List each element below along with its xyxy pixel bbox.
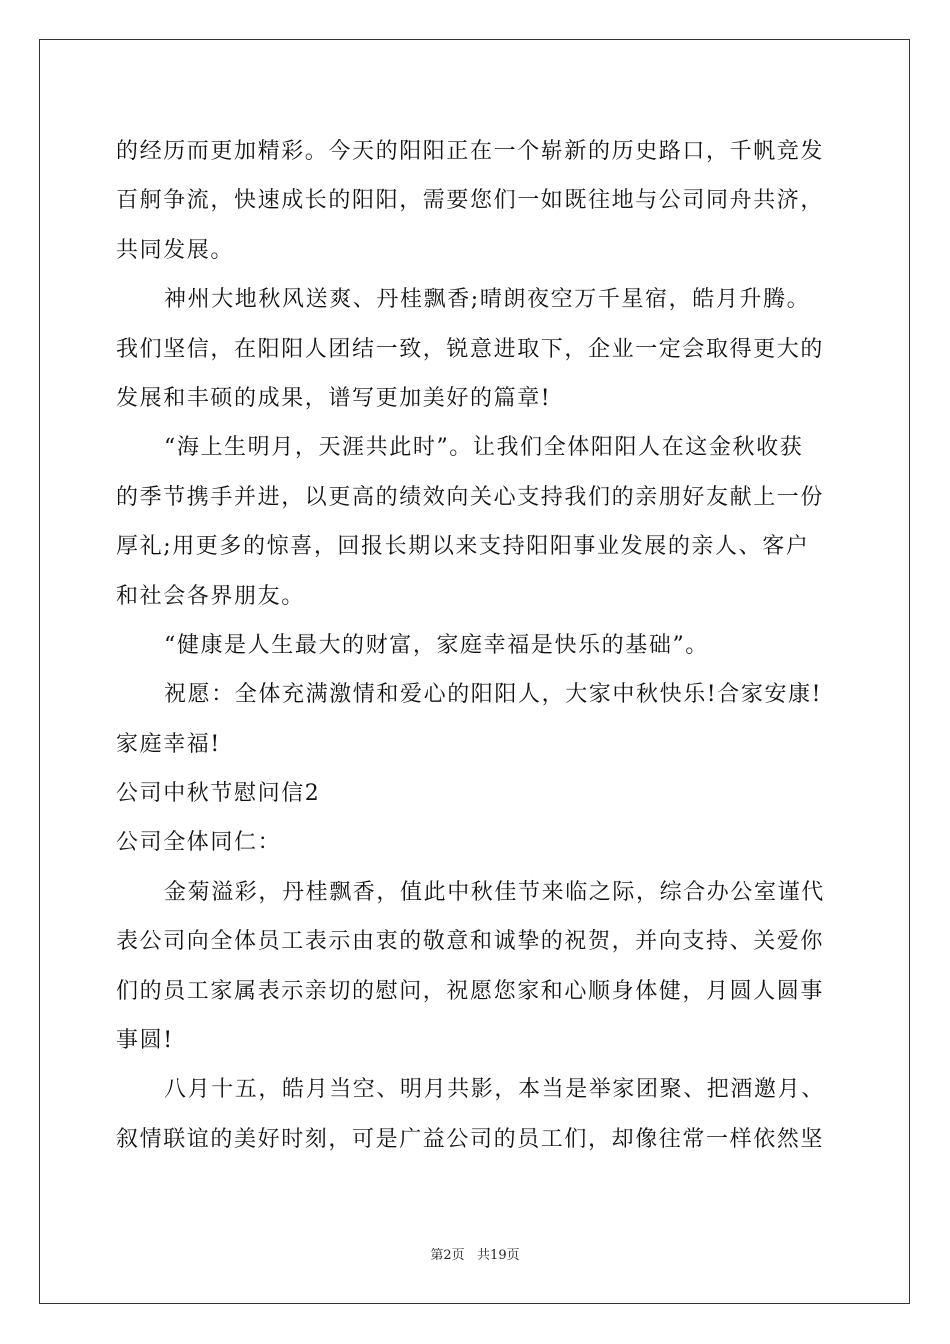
paragraph-start-line: “健康是人生最大的财富，家庭幸福是快乐的基础”。 — [164, 632, 709, 658]
text-line: 百舸争流，快速成长的阳阳，需要您们一如既往地与公司同舟共济， — [116, 188, 825, 214]
paragraph-start-line: 金菊溢彩，丹桂飘香，值此中秋佳节来临之际，综合办公室谨代 — [164, 879, 825, 905]
paragraph-start-line: 神州大地秋风送爽、丹桂飘香;晴朗夜空万千星宿，皓月升腾。 — [164, 287, 811, 313]
text-line: 表公司向全体员工表示由衷的敬意和诚挚的祝贺，并向支持、关爱你 — [116, 929, 825, 955]
text-line: 共同发展。 — [116, 237, 235, 263]
text-line: 叙情联谊的美好时刻，可是广益公司的员工们，却像往常一样依然坚 — [116, 1126, 825, 1152]
text-line: 发展和丰硕的成果，谱写更加美好的篇章! — [116, 385, 552, 411]
text-line: 厚礼;用更多的惊喜，回报长期以来支持阳阳事业发展的亲人、客户 — [116, 534, 810, 560]
section-title: 公司中秋节慰问信2 — [116, 781, 321, 807]
text-line: 的季节携手并进，以更高的绩效向关心支持我们的亲朋好友献上一份 — [116, 484, 825, 510]
paragraph-start-line: 祝愿：全体充满激情和爱心的阳阳人，大家中秋快乐!合家安康! — [164, 682, 823, 708]
text-line: 和社会各界朋友。 — [116, 583, 305, 609]
salutation: 公司全体同仁： — [116, 830, 282, 856]
page-number-footer: 第2页 共19页 — [430, 1248, 520, 1263]
text-line: 我们坚信，在阳阳人团结一致，锐意进取下，企业一定会取得更大的 — [116, 336, 825, 362]
text-line: 家庭幸福! — [116, 731, 221, 757]
text-line: 的经历而更加精彩。今天的阳阳正在一个崭新的历史路口，千帆竞发 — [116, 139, 825, 164]
paragraph-start-line: “海上生明月，天涯共此时”。让我们全体阳阳人在这金秋收获 — [164, 435, 804, 461]
text-line: 们的员工家属表示亲切的慰问，祝愿您家和心顺身体健，月圆人圆事 — [116, 978, 825, 1004]
document-body — [116, 127, 836, 1164]
text-line: 事圆! — [116, 1028, 174, 1054]
paragraph-start-line: 八月十五，皓月当空、明月共影，本当是举家团聚、把酒邀月、 — [164, 1077, 825, 1103]
